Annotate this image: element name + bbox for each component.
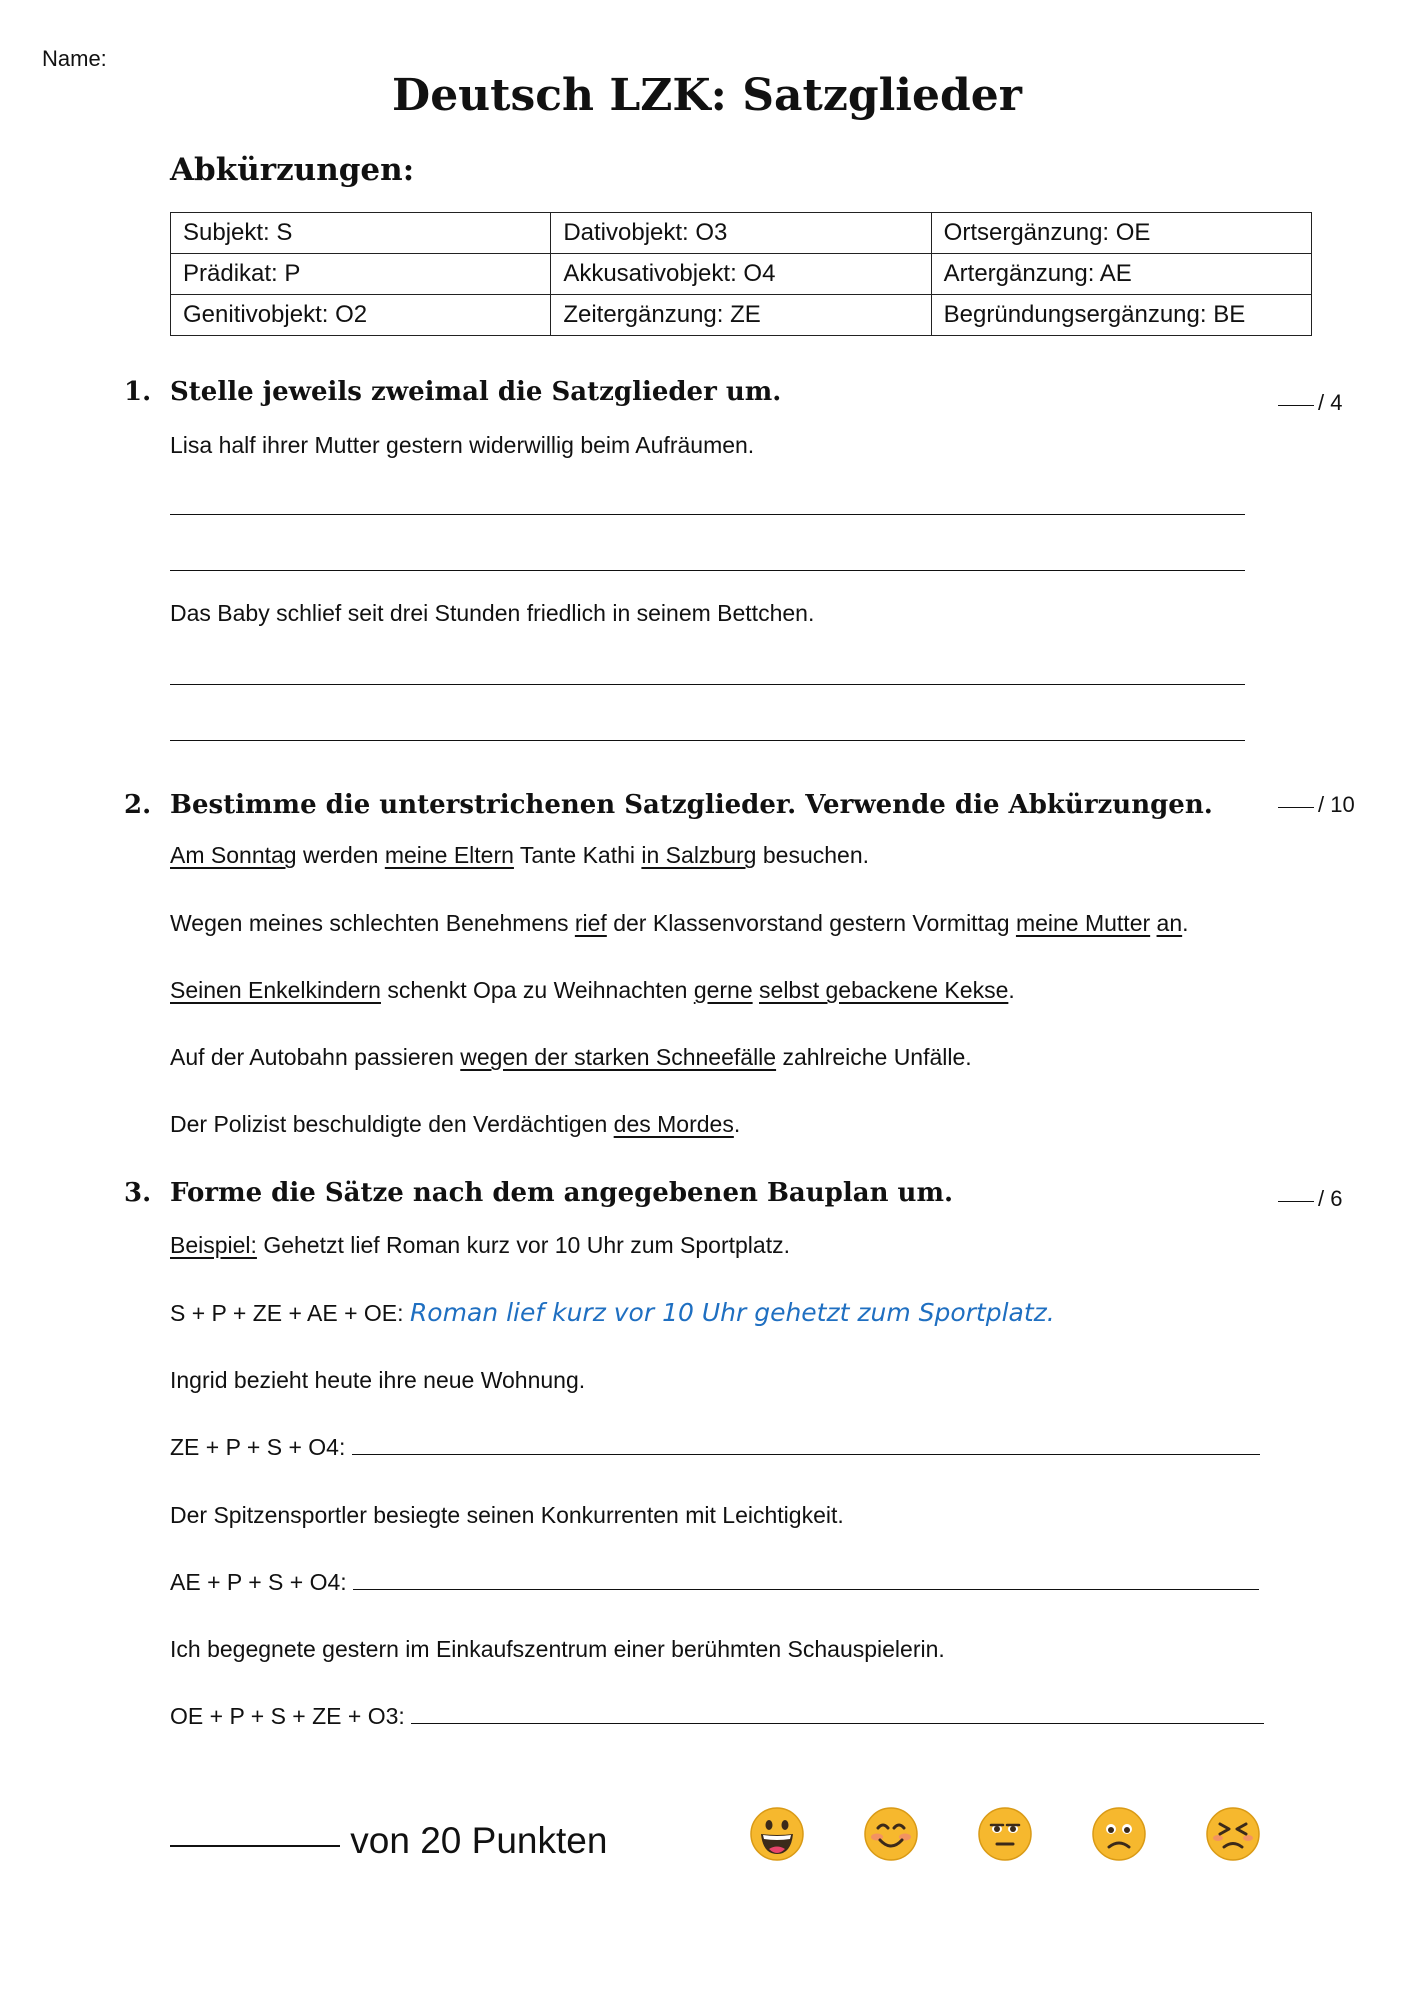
task1-points (1278, 390, 1342, 416)
smiling-face-icon (863, 1806, 919, 1862)
plan-row (170, 1703, 1264, 1730)
table-cell: Dativobjekt: O3 (551, 213, 931, 254)
text-part: Der Polizist beschuldigte den Verdächtigen (170, 1111, 614, 1137)
answer-line[interactable] (170, 570, 1245, 571)
answer-line[interactable] (353, 1569, 1259, 1590)
task1-title: Stelle jeweils zweimal die Satzglieder um. (170, 377, 782, 407)
text-part: der Klassenvorstand gestern Vormittag (606, 910, 1016, 936)
task1-sentence: Lisa half ihrer Mutter gestern widerwillig beim Aufräumen. (170, 432, 755, 458)
text-part: schenkt Opa zu Weihnachten (380, 977, 694, 1003)
underlined-part: an (1156, 910, 1183, 936)
task3-points (1278, 1186, 1342, 1212)
task3-sentence: Der Spitzensportler besiegte seinen Konkurrenten mit Leichtigkeit. (170, 1502, 844, 1528)
frowning-face-icon (1091, 1806, 1147, 1862)
page-title: Deutsch LZK: Satzglieder (392, 70, 1022, 121)
points-label: / 10 (1318, 792, 1355, 817)
total-score (170, 1820, 607, 1862)
underlined-part: wegen der starken Schneefälle (460, 1044, 777, 1070)
underlined-part: Seinen Enkelkindern (170, 977, 381, 1003)
grinning-face-icon (749, 1806, 805, 1862)
underlined-part: meine Mutter (1015, 910, 1151, 936)
text-part: . (1008, 977, 1015, 1003)
task2-points (1278, 792, 1355, 818)
text-part: Wegen meines schlechten Benehmens (170, 910, 575, 936)
plan-label: ZE + P + S + O4: (170, 1434, 346, 1460)
table-cell: Ortsergänzung: OE (931, 213, 1311, 254)
underlined-part: meine Eltern (384, 842, 514, 868)
table-cell: Akkusativobjekt: O4 (551, 254, 931, 295)
text-part: . (733, 1111, 741, 1137)
task1-number: 1. (124, 377, 152, 407)
table-cell: Prädikat: P (171, 254, 551, 295)
task2-sentence (170, 1044, 972, 1071)
plan-label: OE + P + S + ZE + O3: (170, 1703, 405, 1729)
answer-line[interactable] (411, 1703, 1264, 1724)
name-label: Name: (42, 46, 107, 71)
underlined-part: rief (574, 910, 607, 936)
answer-line[interactable] (170, 514, 1245, 515)
abbreviations-table (170, 212, 1312, 336)
table-row (171, 295, 1312, 336)
answer-line[interactable] (352, 1434, 1260, 1455)
text-part: Auf der Autobahn passieren (170, 1044, 461, 1070)
task2-sentence (170, 1111, 740, 1138)
text-part: werden (296, 842, 385, 868)
total-blank[interactable] (170, 1845, 340, 1847)
plan-label: S + P + ZE + AE + OE: (170, 1300, 404, 1326)
task3-title: Forme die Sätze nach dem angegebenen Bauplan um. (170, 1178, 954, 1208)
task3-sentence: Ich begegnete gestern im Einkaufszentrum einer berühmten Schauspielerin. (170, 1636, 945, 1662)
neutral-face-icon (977, 1806, 1033, 1862)
plan-label: AE + P + S + O4: (170, 1569, 347, 1595)
abbreviations-heading: Abkürzungen: (170, 152, 415, 188)
table-cell: Genitivobjekt: O2 (171, 295, 551, 336)
table-cell: Artergänzung: AE (931, 254, 1311, 295)
plan-row (170, 1569, 1259, 1596)
underlined-part: in Salzburg (641, 842, 757, 868)
text-part: Tante Kathi (513, 842, 642, 868)
table-cell: Zeitergänzung: ZE (551, 295, 931, 336)
task2-sentence (170, 842, 869, 869)
underlined-part: des Mordes (613, 1111, 734, 1137)
underlined-part: selbst gebackene Kekse (759, 977, 1009, 1003)
plan-row (170, 1434, 1260, 1461)
underlined-part: gerne (693, 977, 753, 1003)
table-cell: Begründungsergänzung: BE (931, 295, 1311, 336)
example-sentence (170, 1232, 790, 1259)
tired-face-icon (1205, 1806, 1261, 1862)
underlined-part: Am Sonntag (170, 842, 297, 868)
task2-sentence (170, 977, 1015, 1004)
text-part: zahlreiche Unfälle. (776, 1044, 972, 1070)
text-part: besuchen. (756, 842, 869, 868)
task2-sentence (170, 910, 1189, 937)
example-label: Beispiel: (170, 1232, 257, 1258)
points-label: / 4 (1318, 390, 1343, 415)
total-label: von 20 Punkten (350, 1820, 608, 1861)
table-row (171, 254, 1312, 295)
example-answer: Roman lief kurz vor 10 Uhr gehetzt zum Sportplatz. (409, 1298, 1055, 1327)
table-row (171, 213, 1312, 254)
task1-sentence: Das Baby schlief seit drei Stunden friedlich in seinem Bettchen. (170, 600, 815, 626)
points-label: / 6 (1318, 1186, 1343, 1211)
table-cell: Subjekt: S (171, 213, 551, 254)
answer-line[interactable] (170, 740, 1245, 741)
example-plan-row (170, 1298, 1055, 1327)
task2-number: 2. (124, 790, 152, 820)
task3-number: 3. (124, 1178, 152, 1208)
task2-title: Bestimme die unterstrichenen Satzglieder. Verwende die Abkürzungen. (170, 790, 1213, 820)
text-part: . (1182, 910, 1189, 936)
task3-sentence: Ingrid bezieht heute ihre neue Wohnung. (170, 1367, 586, 1393)
answer-line[interactable] (170, 684, 1245, 685)
text-part: Gehetzt lief Roman kurz vor 10 Uhr zum Sportplatz. (256, 1232, 790, 1258)
